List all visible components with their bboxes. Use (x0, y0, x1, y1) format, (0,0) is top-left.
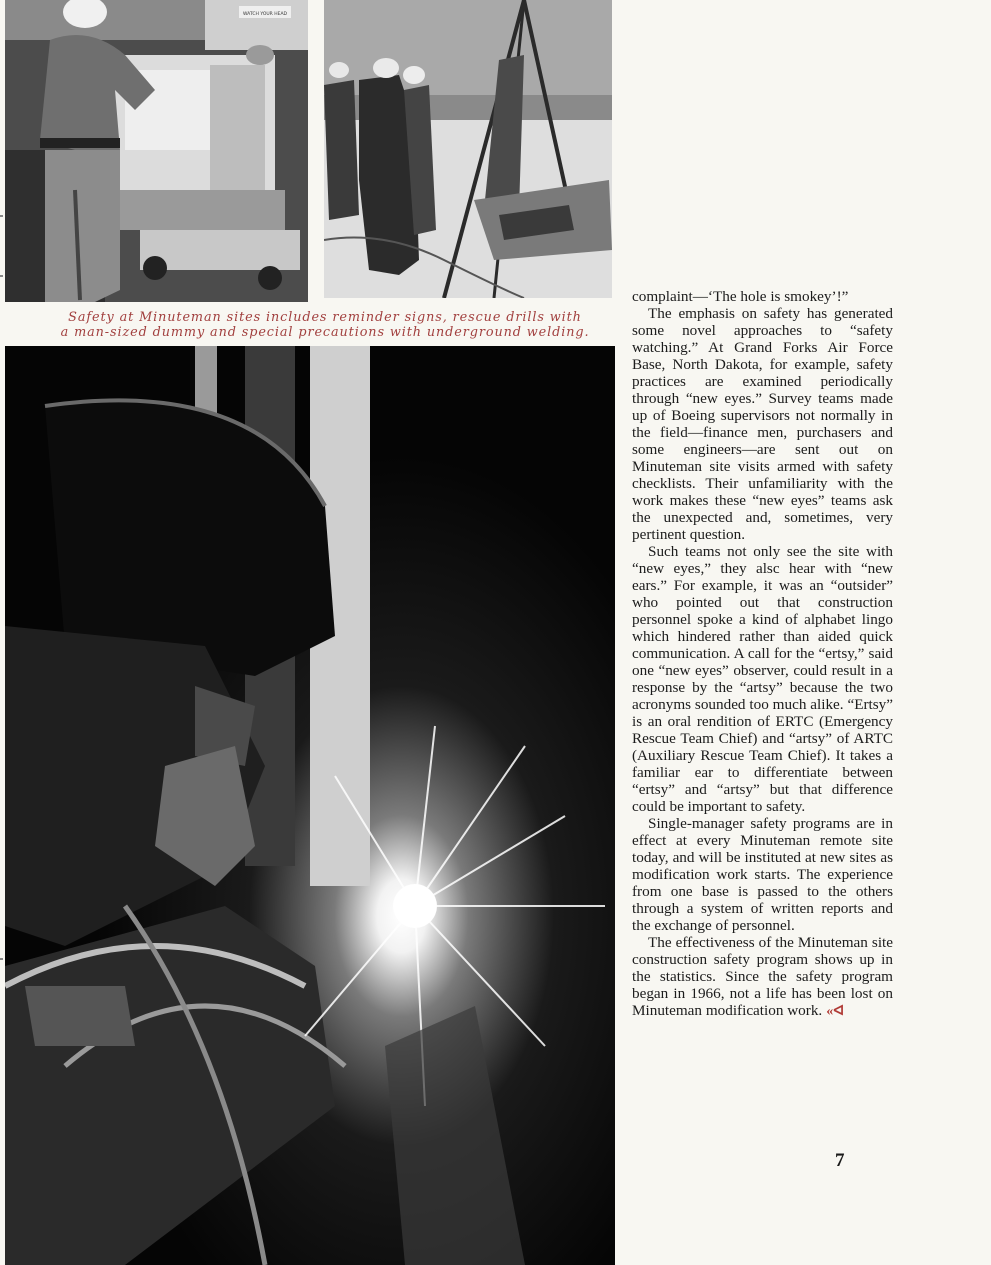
edge-mark (0, 958, 3, 960)
caption-line-1: Safety at Minuteman sites includes reminder signs, rescue drills with (68, 310, 582, 325)
worker-with-equipment-cart-photo (5, 0, 308, 302)
end-mark-icon: «ᐊ (826, 1004, 845, 1019)
caption-line-2: a man-sized dummy and special precautions with underground welding. (60, 325, 590, 340)
paragraph-5-text: The effectiveness of the Minuteman site construction safety program shows up in the statistics. Since the safety program began in 1966, not a life has been lost on Minuteman modification work. (632, 934, 893, 1019)
paragraph-1: complaint—‘The hole is smokey’!” (632, 288, 849, 305)
rescue-drill-tripod-photo (324, 0, 612, 298)
paragraph-5 (632, 934, 893, 1020)
photo-caption (40, 310, 610, 340)
page-number: 7 (835, 1150, 845, 1171)
paragraph-2: The emphasis on safety has generated some novel approaches to “safety watching.” At Grand Forks Air Force Base, North Dakota, for example, safety practices are examined periodically through “new eyes.” Survey teams made up of Boeing supervisors not normally in the field—finance men, purchasers and some engineers—are sent out on Minuteman site visits armed with safety checklists. Their unfamiliarity with the work makes these “new eyes” teams ask the unexpected and, sometimes, very pertinent question. (632, 305, 893, 543)
sign-text: WATCH YOUR HEAD (242, 12, 288, 17)
edge-mark (0, 275, 3, 277)
edge-mark (0, 215, 3, 217)
article-text (632, 288, 893, 1020)
underground-welding-photo (5, 346, 615, 1265)
paragraph-4: Single-manager safety programs are in effect at every Minuteman remote site today, and will be instituted at new sites as modification work starts. The experience from one base is passed to the others through a system of written reports and the exchange of personnel. (632, 815, 893, 934)
paragraph-3: Such teams not only see the site with “new eyes,” they alsc hear with “new ears.” For example, it was an “outsider” who pointed out that construction personnel spoke a kind of alphabet lingo which hindered rather than aided quick communication. A call for the “ertsy,” said one “new eyes” observer, could result in a response by the “artsy” because the two acronyms sounded too much alike. “Ertsy” is an oral rendition of ERTC (Emergency Rescue Team Chief) and “artsy” of ARTC (Auxiliary Rescue Team Chief). It takes a familiar ear to differentiate between “ertsy” and “artsy” but that difference could be important to safety. (632, 543, 893, 815)
